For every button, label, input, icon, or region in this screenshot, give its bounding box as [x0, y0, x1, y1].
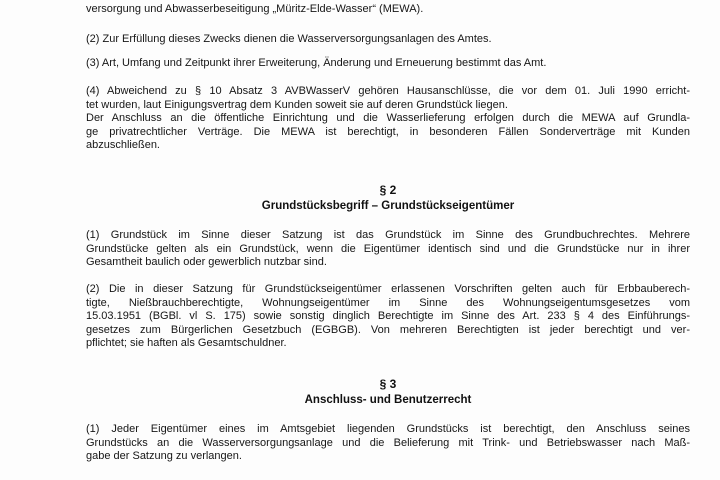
text-line: Gesamtheit baulich oder gewerblich nutzbar sind.: [86, 256, 327, 269]
section-heading-3: [86, 376, 690, 408]
text-line: 15.03.1951 (BGBl. vl S. 175) sowie sonstig dinglich Berechtigte im Sinne des Art. 233 § 4 des Einführungs-: [86, 310, 690, 323]
text-line: pflichtet; sie haften als Gesamtschuldner.: [86, 337, 287, 350]
text-line: (2) Die in dieser Satzung für Grundstückseigentümer erlassenen Vorschriften gelten auch für Erbbauberech-: [86, 283, 690, 295]
text-line: tet wurden, laut Einigungsvertrag dem Kunden soweit sie auf deren Grundstück liegen.: [86, 98, 508, 111]
text-line: (2) Zur Erfüllung dieses Zwecks dienen die Wasserversorgungsanlagen des Amtes.: [86, 33, 492, 45]
paragraph-1-4: [86, 85, 690, 153]
text-line: Grundstücke gelten als ein Grundstück, wenn die Eigentümer identisch sind und die Grundstücke nur in ihrer: [86, 242, 690, 255]
text-line: versorgung und Abwasserbeseitigung „Müritz-Elde-Wasser“ (MEWA).: [86, 3, 424, 15]
text-line: Grundstücks an die Wasserversorgungsanlage und die Belieferung mit Trink- und Betriebswasser nach Maß-: [86, 436, 690, 449]
paragraph-2-2: [86, 283, 690, 351]
paragraph-2-1: [86, 229, 690, 270]
text-line: (1) Grundstück im Sinne dieser Satzung ist das Grundstück im Sinne des Grundbuchrechtes. Mehrere: [86, 229, 690, 241]
text-line: tigte, Nießbrauchberechtigte, Wohnungseigentümer im Sinne des Wohnungseigentumsgesetzes vom: [86, 296, 690, 309]
text-line: (4) Abweichend zu § 10 Absatz 3 AVBWasserV gehören Hausanschlüsse, die vor dem 01. Juli 1990 erricht-: [86, 85, 690, 97]
text-line: Der Anschluss an die öffentliche Einrichtung und die Wasserlieferung erfolgen durch die MEWA auf Grundla-: [86, 112, 690, 125]
section-number: § 2: [379, 183, 397, 197]
paragraph-3-1: [86, 423, 690, 464]
paragraph-1-3: [86, 57, 690, 71]
section-heading-2: [86, 182, 690, 214]
text-line: ge privatrechtlicher Verträge. Die MEWA ist berechtigt, in besonderen Fällen Sonderverträge mit Kunden: [86, 125, 690, 138]
section-title: Anschluss- und Benutzerrecht: [304, 394, 472, 406]
text-line: (3) Art, Umfang und Zeitpunkt ihrer Erweiterung, Änderung und Erneuerung bestimmt das Amt.: [86, 57, 547, 69]
section-number: § 3: [379, 377, 397, 391]
section-title: Grundstücksbegriff – Grundstückseigentümer: [261, 200, 515, 212]
text-line: gabe der Satzung zu verlangen.: [86, 450, 242, 463]
text-line: (1) Jeder Eigentümer eines im Amtsgebiet liegenden Grundstücks ist berechtigt, den Anschluss seines: [86, 423, 690, 435]
paragraph-1-2: [86, 33, 690, 47]
text-line: gesetzes zum Bürgerlichen Gesetzbuch (EGBGB). Von mehreren Berechtigten ist jeder berechtigt und ver-: [86, 323, 690, 336]
text-line: abzuschließen.: [86, 139, 160, 152]
continued-paragraph: [86, 3, 690, 17]
